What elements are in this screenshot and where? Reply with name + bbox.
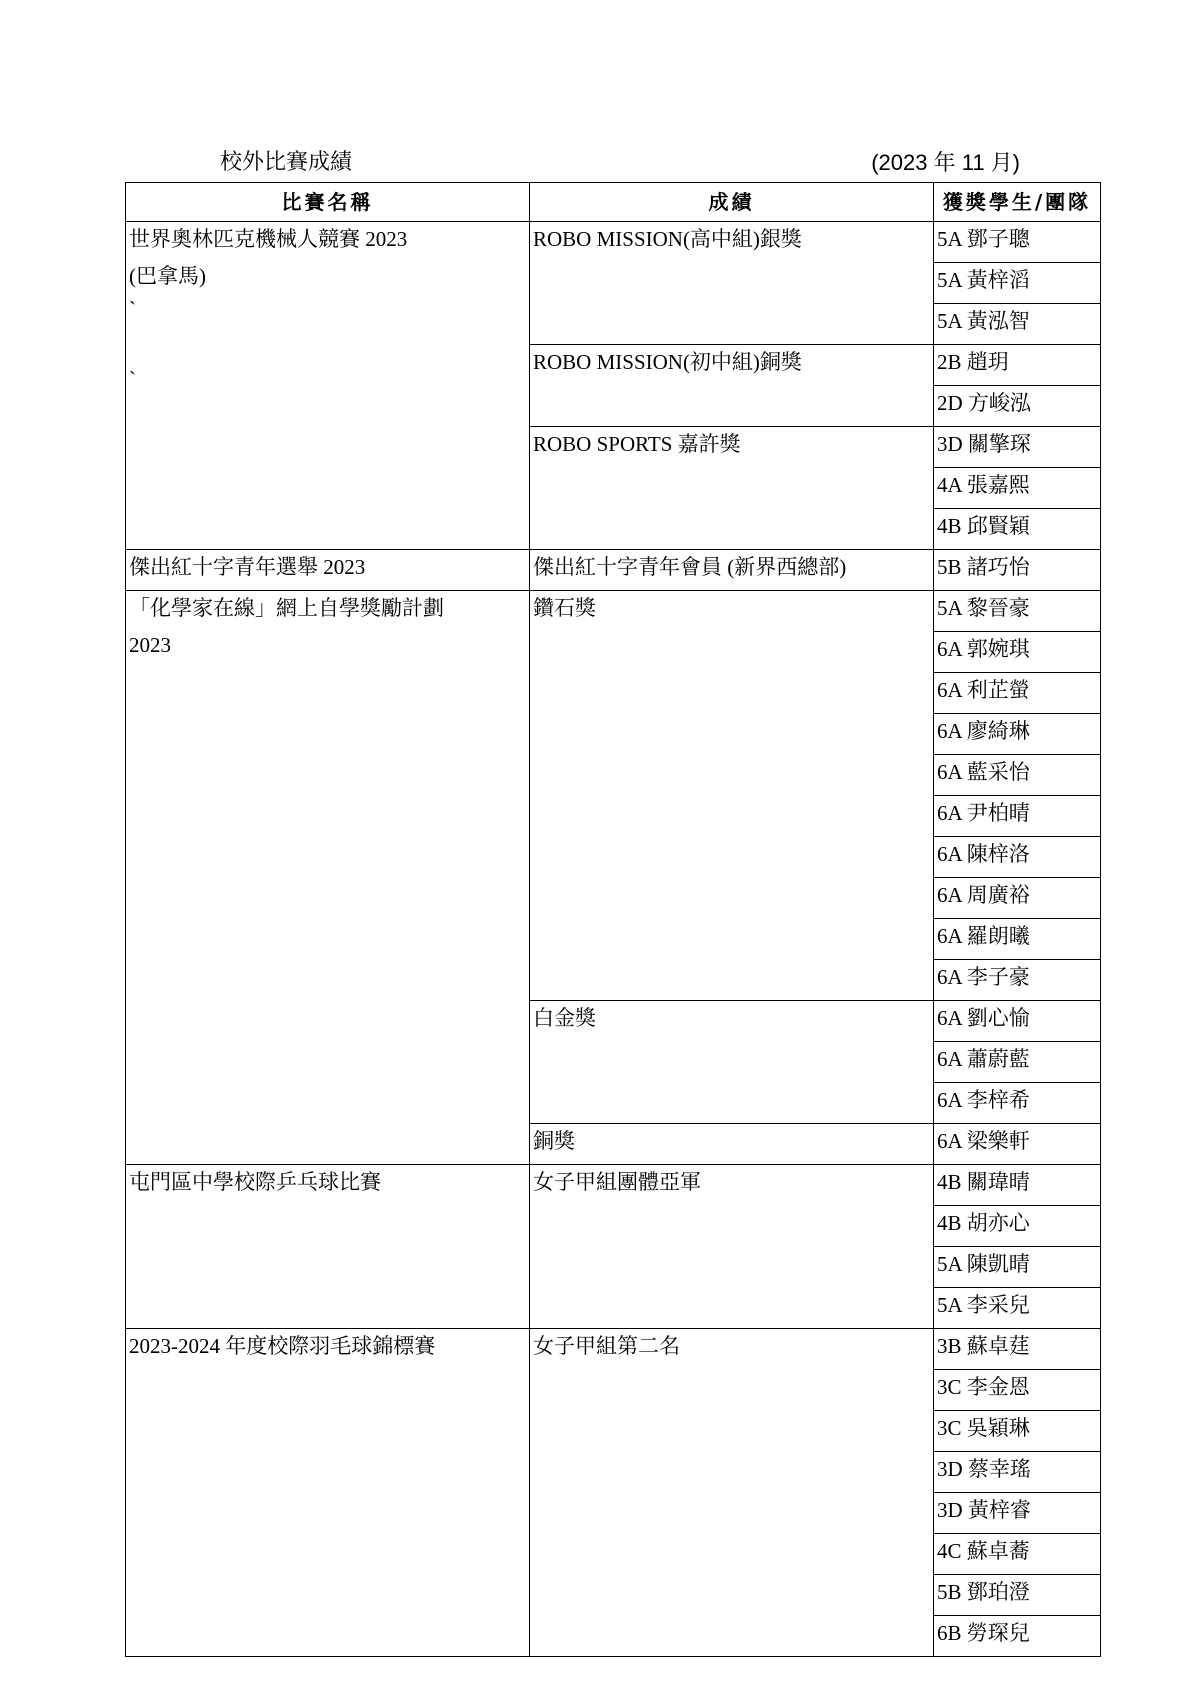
header-competition: 比賽名稱: [126, 183, 530, 222]
competition-name-line: 傑出紅十字青年選舉 2023: [129, 555, 366, 579]
table-row: [126, 550, 1101, 591]
student-cell: 2D 方峻泓: [934, 386, 1101, 427]
results-table: [125, 182, 1101, 1657]
competition-name-line: (巴拿馬): [129, 264, 206, 288]
student-cell: 5B 諸巧怡: [934, 550, 1101, 591]
student-cell: 6A 廖綺琳: [934, 714, 1101, 755]
results-body: [126, 222, 1101, 1657]
student-cell: 6A 郭婉琪: [934, 632, 1101, 673]
result-label: 女子甲組第二名: [533, 1334, 680, 1358]
competition-name-line: 屯門區中學校際乒乓球比賽: [129, 1170, 381, 1194]
student-cell: 3C 吳穎琳: [934, 1411, 1101, 1452]
result-cell: [530, 345, 934, 427]
result-cell: [530, 427, 934, 550]
student-cell: 4C 蘇卓蕎: [934, 1534, 1101, 1575]
student-cell: 3D 黃梓睿: [934, 1493, 1101, 1534]
competition-name-line: 「化學家在線」網上自學獎勵計劃: [129, 596, 444, 620]
student-cell: 3C 李金恩: [934, 1370, 1101, 1411]
result-label: 白金獎: [533, 1006, 596, 1030]
student-cell: 6A 利芷螢: [934, 673, 1101, 714]
header-result: 成績: [530, 183, 934, 222]
page-title: 校外比賽成績: [220, 150, 353, 175]
student-cell: 3D 蔡幸瑤: [934, 1452, 1101, 1493]
student-cell: 6A 藍采怡: [934, 755, 1101, 796]
result-label: ROBO MISSION(初中組)銅獎: [533, 350, 802, 374]
student-cell: 5A 鄧子聰: [934, 222, 1101, 263]
table-row: [126, 1165, 1101, 1206]
competition-name-line: `: [129, 367, 136, 391]
competition-name-line: 世界奧林匹克機械人競賽 2023: [129, 227, 408, 251]
student-cell: 6A 羅朗曦: [934, 919, 1101, 960]
student-cell: 6A 尹柏晴: [934, 796, 1101, 837]
student-cell: 2B 趙玥: [934, 345, 1101, 386]
student-cell: 6A 李子豪: [934, 960, 1101, 1001]
result-cell: [530, 1001, 934, 1124]
result-label: 鑽石獎: [533, 596, 596, 620]
student-cell: 4B 關瑋晴: [934, 1165, 1101, 1206]
student-cell: 6A 蕭蔚藍: [934, 1042, 1101, 1083]
student-cell: 5A 黃泓智: [934, 304, 1101, 345]
result-cell: [530, 222, 934, 345]
competition-name-cell: [126, 1165, 530, 1329]
student-cell: 4A 張嘉熙: [934, 468, 1101, 509]
result-cell: [530, 1165, 934, 1329]
result-cell: [530, 1124, 934, 1165]
competition-name-line: `: [129, 297, 136, 321]
student-cell: 3D 關擎琛: [934, 427, 1101, 468]
competition-name-cell: [126, 591, 530, 1165]
student-cell: 6A 陳梓洛: [934, 837, 1101, 878]
page-date: (2023 年 11 月): [871, 150, 1020, 175]
table-row: [126, 222, 1101, 263]
table-row: [126, 1329, 1101, 1370]
competition-name-cell: [126, 1329, 530, 1657]
student-cell: 4B 邱賢穎: [934, 509, 1101, 550]
student-cell: 5A 黎晉豪: [934, 591, 1101, 632]
result-cell: [530, 1329, 934, 1657]
student-cell: 6A 梁樂軒: [934, 1124, 1101, 1165]
student-cell: 5A 陳凱晴: [934, 1247, 1101, 1288]
student-cell: 3B 蘇卓莛: [934, 1329, 1101, 1370]
result-label: ROBO MISSION(高中組)銀獎: [533, 227, 802, 251]
result-label: 銅獎: [533, 1129, 575, 1153]
page-header: [125, 148, 1100, 182]
student-cell: 5B 鄧珀澄: [934, 1575, 1101, 1616]
student-cell: 6A 周廣裕: [934, 878, 1101, 919]
student-cell: 5A 李采兒: [934, 1288, 1101, 1329]
competition-name-cell: [126, 550, 530, 591]
result-cell: [530, 550, 934, 591]
header-students: 獲獎學生/團隊: [934, 183, 1101, 222]
student-cell: 6B 勞琛兒: [934, 1616, 1101, 1657]
result-label: 傑出紅十字青年會員 (新界西總部): [533, 555, 847, 579]
student-cell: 4B 胡亦心: [934, 1206, 1101, 1247]
result-cell: [530, 591, 934, 1001]
student-cell: 5A 黃梓滔: [934, 263, 1101, 304]
student-cell: 6A 李梓希: [934, 1083, 1101, 1124]
competition-name-line: 2023: [129, 633, 171, 657]
result-label: 女子甲組團體亞軍: [533, 1170, 701, 1194]
table-row: [126, 591, 1101, 632]
competition-name-line: 2023-2024 年度校際羽毛球錦標賽: [129, 1334, 436, 1358]
result-label: ROBO SPORTS 嘉許獎: [533, 432, 741, 456]
student-cell: 6A 劉心愉: [934, 1001, 1101, 1042]
table-header-row: [126, 183, 1101, 222]
competition-name-cell: [126, 222, 530, 550]
